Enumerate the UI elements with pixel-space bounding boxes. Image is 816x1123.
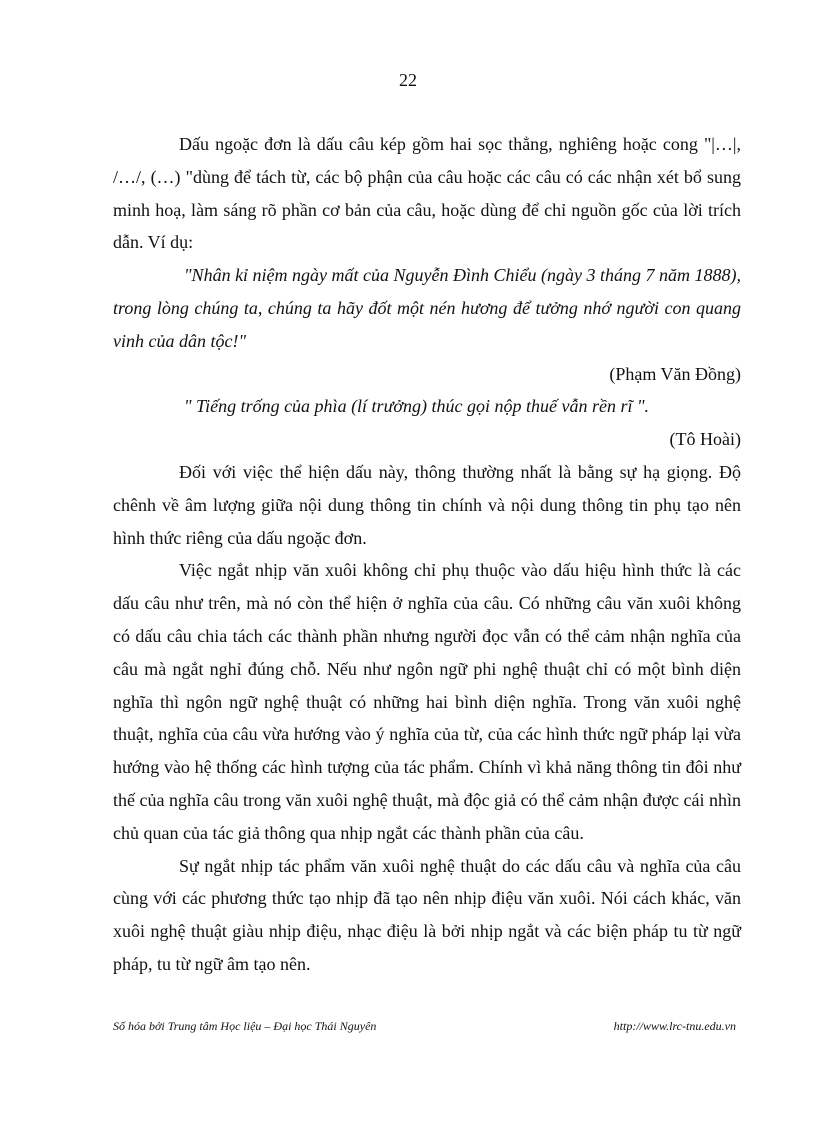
paragraph-rhythm-meaning: Việc ngắt nhịp văn xuôi không chỉ phụ thuộc vào dấu hiệu hình thức là các dấu câu như trên, mà nó còn thể hiện ở nghĩa của câu. Có những câu văn xuôi không có dấu câu chia tách các thành phần nhưng người đọc vẫn có thể cảm nhận nghĩa của câu mà ngắt nghỉ đúng chỗ. Nếu như ngôn ngữ phi nghệ thuật chỉ có một bình diện nghĩa thì ngôn ngữ nghệ thuật có những hai bình diện nghĩa. Trong văn xuôi nghệ thuật, nghĩa của câu vừa hướng vào ý nghĩa của từ, của các hình thức ngữ pháp lại vừa hướng vào hệ thống các hình tượng của tác phẩm. Chính vì khả năng thông tin đôi như thế của nghĩa câu trong văn xuôi nghệ thuật, mà độc giả có thể cảm nhận được cái nhìn chủ quan của tác giả thông qua nhịp ngắt các thành phần của câu. [113,560,741,843]
paragraph-conclusion: Sự ngắt nhịp tác phẩm văn xuôi nghệ thuật do các dấu câu và nghĩa của câu cùng với các phương thức tạo nhịp đã tạo nên nhịp điệu văn xuôi. Nói cách khác, văn xuôi nghệ thuật giàu nhịp điệu, nhạc điệu là bởi nhịp ngắt và các biện pháp tu từ ngữ pháp, tu từ ngữ âm tạo nên. [113,855,741,974]
paragraph-definition: Dấu ngoặc đơn là dấu câu kép gồm hai sọc thẳng, nghiêng hoặc cong "|…|, /…/, (…) "dùng để tách từ, các bộ phận của câu hoặc các câu có các nhận xét bổ sung minh hoạ, làm sáng rõ phần cơ bản của câu, hoặc dùng để chỉ nguồn gốc của lời trích dẫn. Ví dụ: [113,134,741,253]
quote-example-1: "Nhân kỉ niệm ngày mất của Nguyễn Đình Chiểu (ngày 3 tháng 7 năm 1888), trong lòng chúng ta, chúng ta hãy đốt một nén hương để tưởng nhớ người con quang vinh của dân tộc!" [113,265,741,351]
paragraph-intonation: Đối với việc thể hiện dấu này, thông thường nhất là bằng sự hạ giọng. Độ chênh về âm lượng giữa nội dung thông tin chính và nội dung thông tin phụ tạo nên hình thức riêng của dấu ngoặc đơn. [113,461,741,548]
page-number: 22 [399,70,417,90]
quote-author-2: (Tô Hoài) [669,429,741,450]
quote-example-2: " Tiếng trống của phìa (lí trưởng) thúc gọi nộp thuế vẫn rền rĩ ". [184,396,650,417]
footer-source: Số hóa bởi Trung tâm Học liệu – Đại học Thái Nguyên [113,1019,377,1033]
quote-author-1: (Phạm Văn Đồng) [609,363,741,384]
body-text [113,128,741,981]
footer-url: http://www.lrc-tnu.edu.vn [613,1019,736,1033]
page-footer [113,1019,736,1034]
